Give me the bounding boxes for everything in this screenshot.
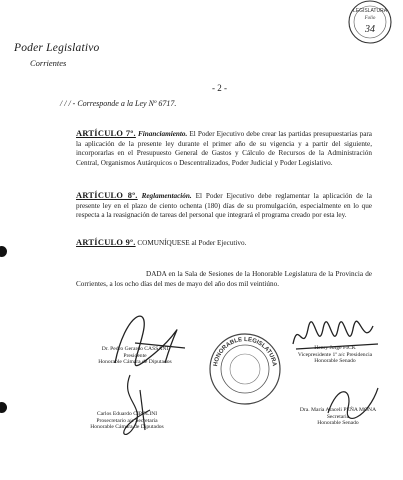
article-label: ARTÍCULO 9º. <box>76 238 136 247</box>
folio-stamp-number: 34 <box>365 24 375 35</box>
signatory-block-1 <box>70 346 200 366</box>
article-text: COMUNÍQUESE al Poder Ejecutivo. <box>137 239 247 247</box>
punch-hole-bottom <box>0 402 7 413</box>
page-number: - 2 - <box>212 83 227 93</box>
signatory-role: Presidente <box>123 352 147 359</box>
signatory-name: Henry Jorge FICK <box>314 345 356 351</box>
article-text: El Poder Ejecutivo debe reglamentar la aplicación de la presente ley en el plazo de ciento ochenta (180) días de su promulgación, especialmente en lo que respecta a la reasignación de tareas del personal que integrará el programa creado por esta ley. <box>76 192 372 220</box>
folio-stamp-line2: Folio <box>364 16 376 21</box>
folio-stamp-line1: LEGISLATURA <box>352 8 388 14</box>
signatory-role: Prosecretario a/c Secretaría <box>96 417 158 424</box>
signatory-block-4 <box>278 407 398 427</box>
signatory-block-2 <box>62 411 192 431</box>
signatory-body: Honorable Cámara de Diputados <box>98 359 172 366</box>
article-title: Reglamentación. <box>141 192 192 200</box>
article-title: Financiamiento. <box>137 130 188 138</box>
signatory-block-3 <box>272 345 398 365</box>
signatory-body: Honorable Senado <box>317 420 359 427</box>
closing-paragraph: DADA en la Sala de Sesiones de la Honorable Legislatura de la Provincia de Corrientes, a los ocho días del mes de mayo del año dos mil veintiúno. <box>76 270 372 288</box>
signatory-name: Dra. María Araceli PEÑA MONA <box>299 407 377 413</box>
folio-stamp <box>342 0 398 52</box>
continuation-line: / / / - Corresponde a la Ley Nº 6717. <box>60 99 177 108</box>
signatory-name: Dr. Pedro Gerardo CASSANI <box>101 346 169 352</box>
signatory-role: Secretaria <box>326 413 350 420</box>
legislature-seal <box>208 332 282 406</box>
article-label: ARTÍCULO 7º. <box>76 129 136 138</box>
article-8 <box>76 191 372 221</box>
article-label: ARTÍCULO 8º. <box>76 191 138 200</box>
article-9 <box>76 238 372 249</box>
signatory-body: Honorable Senado <box>314 358 356 365</box>
punch-hole-top <box>0 246 7 257</box>
article-text: El Poder Ejecutivo debe crear las partidas presupuestarias para la aplicación de la presente ley durante el primer año de su vigencia y a partir del siguiente, incorporarlas en el Presupuesto General de Gastos y Cálculo de Recursos de la Administración Central, Organismos Autárquicos o Descentralizados, Poder Judicial y Poder Legislativo. <box>76 130 372 167</box>
signatory-role: Vicepresidente 1º a/c Presidencia <box>297 351 373 358</box>
signatory-body: Honorable Cámara de Diputados <box>90 424 164 431</box>
letterhead-subtitle: Corrientes <box>30 58 67 68</box>
seal-text: HONORABLE LEGISLATURA <box>213 336 277 367</box>
letterhead-title: Poder Legislativo <box>14 42 100 54</box>
signatory-name: Carlos Eduardo CIPOLINI <box>96 411 158 417</box>
article-7 <box>76 129 372 168</box>
